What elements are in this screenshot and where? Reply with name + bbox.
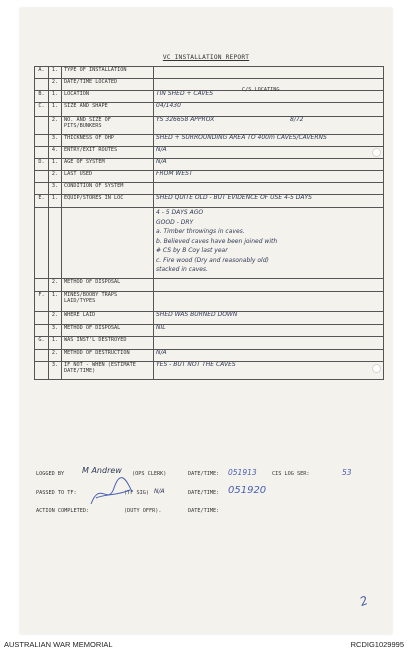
handwritten-entry: FROM WEST: [156, 170, 193, 177]
field-value: [154, 159, 384, 171]
action-date-label: DATE/TIME:: [188, 508, 220, 514]
form-row: [35, 147, 384, 159]
section-code: A.: [35, 67, 49, 79]
item-number: 2.: [49, 117, 62, 135]
field-value: [154, 117, 384, 135]
item-number: 1.: [49, 195, 62, 208]
form-row: [35, 325, 384, 337]
item-number: 1.: [49, 103, 62, 117]
handwritten-entry: YS 326658 APPROX: [156, 116, 215, 123]
logged-date-value: 051913: [228, 468, 257, 477]
cis-log-value: 53: [342, 468, 352, 477]
field-label: NO. AND SIZE OF PITS/BUNKERS: [62, 117, 154, 135]
item-number: 3.: [49, 325, 62, 337]
form-row: [35, 292, 384, 312]
section-code: [35, 147, 49, 159]
tf-sig-label: (TF SIG): [124, 490, 149, 496]
cs-locating-label: C/S LOCATING: [242, 87, 280, 93]
section-code: [35, 312, 49, 325]
report-form: [34, 66, 384, 380]
item-number: 4.: [49, 147, 62, 159]
field-label: LOCATION: [62, 91, 154, 103]
field-label: MINES/BOOBY TRAPS LAID/TYPES: [62, 292, 154, 312]
handwritten-entry: NIL: [156, 324, 166, 331]
field-label: METHOD OF DISPOSAL: [62, 325, 154, 337]
section-code: [35, 135, 49, 147]
field-value: [154, 67, 384, 79]
action-completed-label: ACTION COMPLETED:: [36, 508, 90, 514]
field-label: WHERE LAID: [62, 312, 154, 325]
item-number: 1.: [49, 91, 62, 103]
field-value: [154, 171, 384, 183]
item-number: 2.: [49, 312, 62, 325]
form-row: [35, 159, 384, 171]
equip-note-line: a. Timber throwings in caves.: [156, 228, 245, 235]
footer-right: RCDIG1029995: [350, 640, 404, 649]
item-number: 1.: [49, 67, 62, 79]
field-value: [154, 135, 384, 147]
equip-continuation-row: [35, 208, 384, 279]
field-value: [154, 312, 384, 325]
field-value: [154, 362, 384, 380]
field-label: METHOD OF DESTRUCTION: [62, 350, 154, 362]
form-row: [35, 195, 384, 208]
section-code: C.: [35, 103, 49, 117]
form-row: [35, 350, 384, 362]
report-title: VC INSTALLATION REPORT: [162, 54, 250, 61]
form-row: [35, 103, 384, 117]
field-label: AGE OF SYSTEM: [62, 159, 154, 171]
handwritten-entry: N/A: [156, 349, 167, 356]
footer-left: AUSTRALIAN WAR MEMORIAL: [4, 640, 113, 649]
field-label: CONDITION OF SYSTEM: [62, 183, 154, 195]
section-code: D.: [35, 159, 49, 171]
field-label: DATE/TIME LOCATED: [62, 79, 154, 91]
passed-date-label: DATE/TIME:: [188, 490, 220, 496]
item-number: 3.: [49, 135, 62, 147]
tf-sig-value: N/A: [154, 488, 165, 495]
item-number: 2.: [49, 279, 62, 292]
section-code: [35, 350, 49, 362]
section-code: [35, 79, 49, 91]
section-code: E.: [35, 195, 49, 208]
handwritten-entry: SHED + SURROUNDING AREA TO 400m CAVES/CAVERNS: [156, 134, 327, 141]
equip-notes: [154, 208, 384, 279]
handwritten-entry: YES - BUT NOT THE CAVES: [156, 361, 236, 368]
form-row: [35, 91, 384, 103]
section-code: [35, 183, 49, 195]
equip-note-line: b. Believed caves have been joined with: [156, 237, 278, 245]
item-number: 1.: [49, 337, 62, 350]
field-value: [154, 279, 384, 292]
field-label: IF NOT - WHEN (ESTIMATE DATE/TIME): [62, 362, 154, 380]
report-sheet: [20, 8, 392, 634]
handwritten-entry: N/A: [156, 158, 167, 165]
item-number: 2.: [49, 171, 62, 183]
section-code: [35, 117, 49, 135]
field-label: SIZE AND SHAPE: [62, 103, 154, 117]
field-value: [154, 292, 384, 312]
signature-scribble: [86, 476, 136, 510]
handwritten-entry: N/A: [156, 146, 167, 153]
form-row: [35, 67, 384, 79]
form-row: [35, 171, 384, 183]
form-row: [35, 279, 384, 292]
size-extra-value: 8/72: [290, 116, 304, 123]
equip-note-line: GOOD - DRY: [156, 218, 194, 226]
item-number: 1.: [49, 292, 62, 312]
field-label: LAST USED: [62, 171, 154, 183]
equip-note-line: 4 - 5 DAYS AGO: [156, 209, 204, 216]
form-row: [35, 135, 384, 147]
logged-by-signature: M Andrew: [82, 466, 122, 475]
field-value: [154, 350, 384, 362]
section-code: [35, 171, 49, 183]
cis-log-label: CIS LOG SER:: [272, 471, 310, 477]
form-row: [35, 362, 384, 380]
field-label: TYPE OF INSTALLATION: [62, 67, 154, 79]
item-number: 2.: [49, 79, 62, 91]
handwritten-entry: SHED QUITE OLD - BUT EVIDENCE OF USE 4-5 DAYS: [156, 194, 312, 201]
margin-mark: 2: [357, 593, 370, 609]
equip-note-line: # CS by B Coy last year: [156, 247, 228, 254]
field-label: ENTRY/EXIT ROUTES: [62, 147, 154, 159]
field-value: [154, 195, 384, 208]
duty-offr-label: (DUTY OFFR).: [124, 508, 162, 514]
section-code: [35, 325, 49, 337]
passed-to-label: PASSED TO TF:: [36, 490, 77, 496]
equip-note-line: stacked in caves.: [156, 266, 208, 273]
logged-by-label: LOGGED BY: [36, 471, 65, 477]
section-code: [35, 279, 49, 292]
section-code: [35, 362, 49, 380]
logged-date-label: DATE/TIME:: [188, 471, 220, 477]
item-number: 2.: [49, 350, 62, 362]
field-value: [154, 183, 384, 195]
form-row: [35, 183, 384, 195]
item-number: 3.: [49, 183, 62, 195]
form-row: [35, 337, 384, 350]
ops-clerk-label: (OPS CLERK): [132, 471, 167, 477]
form-row: [35, 79, 384, 91]
item-number: 1.: [49, 159, 62, 171]
item-number: 3.: [49, 362, 62, 380]
field-label: METHOD OF DISPOSAL: [62, 279, 154, 292]
field-value: [154, 103, 384, 117]
form-row: [35, 117, 384, 135]
section-code: B.: [35, 91, 49, 103]
field-value: [154, 337, 384, 350]
handwritten-entry: 04/1430: [156, 102, 181, 109]
equip-note-line: c. Fire wood (Dry and reasonably old): [156, 256, 269, 264]
field-label: THICKNESS OF OHP: [62, 135, 154, 147]
form-row: [35, 312, 384, 325]
section-code: F.: [35, 292, 49, 312]
section-code: G.: [35, 337, 49, 350]
passed-date-value: 051920: [228, 485, 267, 496]
field-value: [154, 147, 384, 159]
field-label: WAS INST'L DESTROYED: [62, 337, 154, 350]
field-label: EQUIP/STORES IN LOC: [62, 195, 154, 208]
handwritten-entry: TIN SHED + CAVES: [156, 90, 214, 97]
field-value: [154, 325, 384, 337]
handwritten-entry: SHED WAS BURNED DOWN: [156, 311, 238, 318]
